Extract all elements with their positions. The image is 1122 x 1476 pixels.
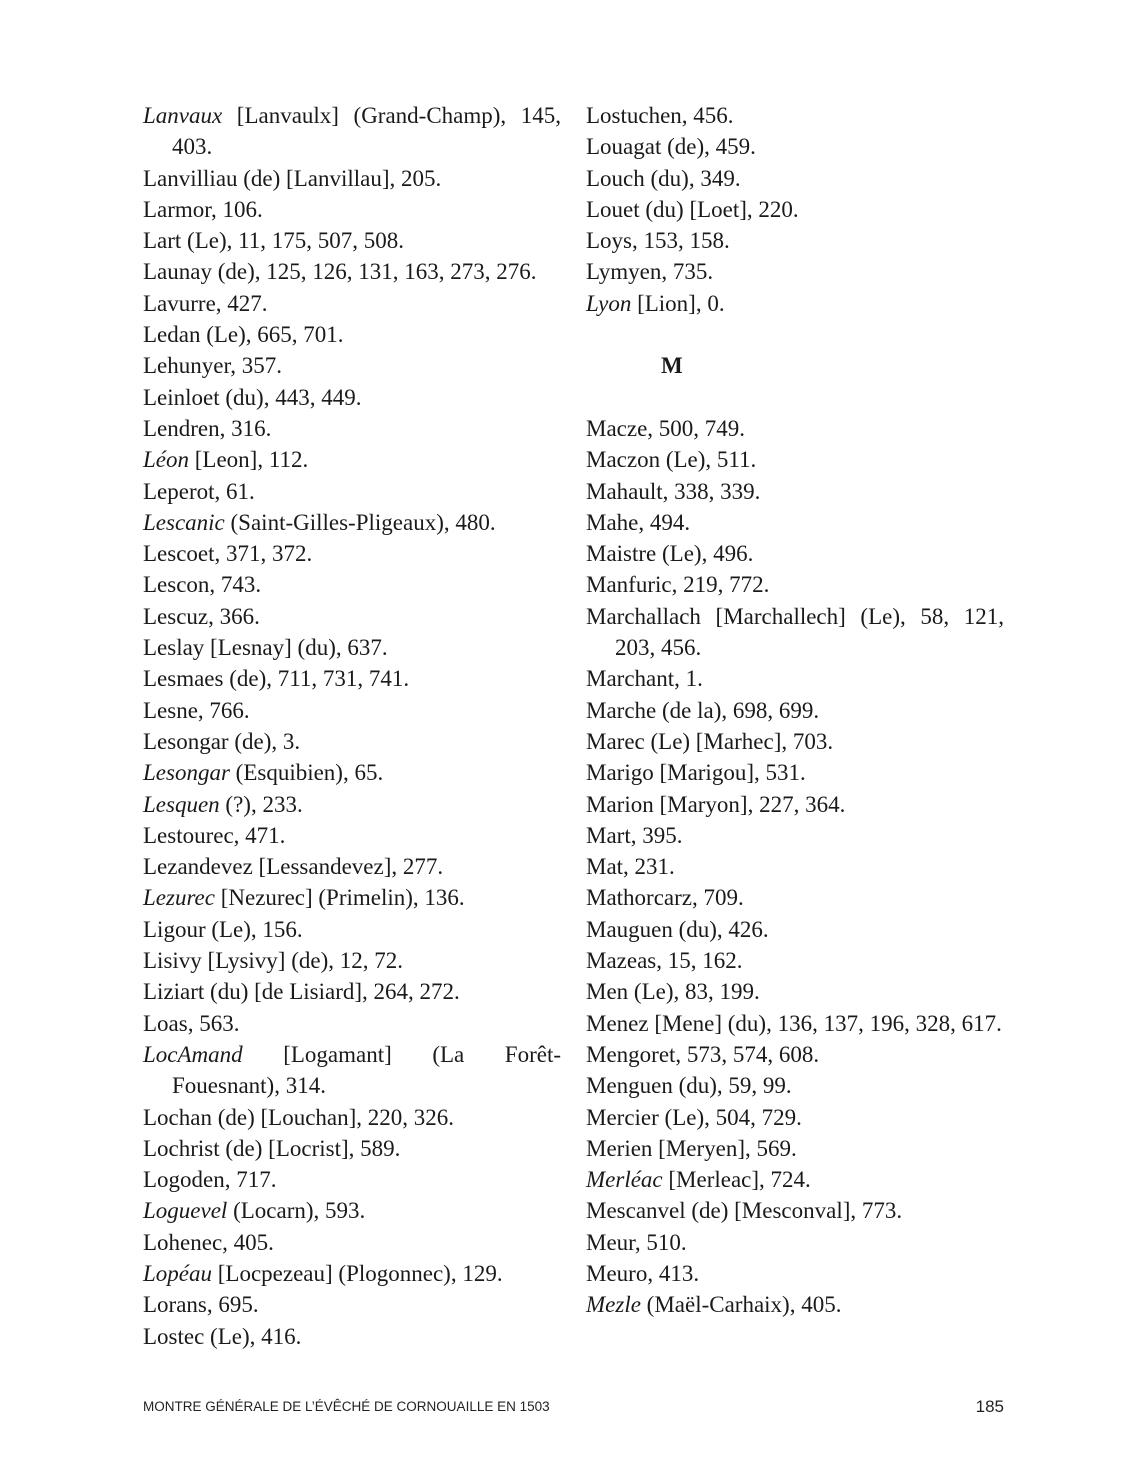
entry-text: Meuro, 413. [586, 1260, 700, 1286]
index-entry [143, 288, 561, 319]
index-entry [143, 100, 561, 163]
index-entry [586, 131, 1004, 162]
entry-text: Lisivy [Lysivy] (de), 12, 72. [143, 948, 403, 974]
entry-text: Logoden, 717. [143, 1167, 277, 1193]
entry-text: Lestourec, 471. [143, 822, 286, 848]
entry-text: Mercier (Le), 504, 729. [586, 1104, 802, 1130]
entries-m [586, 413, 1004, 1321]
index-entry [143, 382, 561, 413]
entry-text: Loas, 563. [143, 1010, 240, 1036]
entry-text: Louch (du), 349. [586, 165, 741, 191]
entry-text: Lostuchen, 456. [586, 103, 734, 128]
index-entry [586, 851, 1004, 882]
entry-text: Lart (Le), 11, 175, 507, 508. [143, 228, 405, 254]
index-entry [143, 1258, 561, 1289]
entry-text: [Logamant] (La Forêt-Fouesnant), 314. [172, 1041, 561, 1099]
index-entry [143, 789, 561, 820]
index-entry [586, 663, 1004, 694]
entry-text: Merien [Meryen], 569. [586, 1135, 797, 1161]
index-entry [143, 695, 561, 726]
index-entry [143, 1164, 561, 1195]
entry-text: Mahe, 494. [586, 509, 691, 535]
entry-text: Lavurre, 427. [143, 290, 268, 316]
entry-text: Marche (de la), 698, 699. [586, 697, 820, 723]
entry-place-name: Merléac [586, 1167, 663, 1193]
index-entry [586, 820, 1004, 851]
entry-text: [Leon], 112. [189, 447, 309, 473]
entry-text: Mazeas, 15, 162. [586, 948, 743, 974]
index-entry [143, 914, 561, 945]
entry-text: Menguen (du), 59, 99. [586, 1073, 792, 1099]
entry-text: Men (Le), 83, 199. [586, 979, 760, 1005]
entry-text: (Saint-Gilles-Pligeaux), 480. [224, 509, 496, 535]
index-entry [586, 444, 1004, 475]
index-entry [143, 976, 561, 1007]
entry-text: Macze, 500, 749. [586, 415, 746, 441]
index-entry [586, 976, 1004, 1007]
entry-place-name: Lyon [586, 290, 632, 316]
entry-text: Lescon, 743. [143, 572, 262, 598]
index-entry [586, 1008, 1004, 1039]
entry-text: Lorans, 695. [143, 1292, 259, 1318]
entry-text: Mathorcarz, 709. [586, 885, 744, 911]
index-entry [143, 601, 561, 632]
index-entry [586, 1070, 1004, 1101]
entry-text: Lohenec, 405. [143, 1229, 274, 1255]
entry-text: Lostec (Le), 416. [143, 1323, 302, 1349]
entry-text: Leinloet (du), 443, 449. [143, 384, 362, 410]
index-entry [143, 350, 561, 381]
index-entry [143, 225, 561, 256]
index-entry [586, 194, 1004, 225]
entry-place-name: Lesquen [143, 791, 220, 817]
index-entry [586, 163, 1004, 194]
entry-text: Mahault, 338, 339. [586, 478, 761, 504]
index-entry [586, 476, 1004, 507]
entry-text: Manfuric, 219, 772. [586, 572, 770, 598]
index-entry [143, 444, 561, 475]
entry-text: Menez [Mene] (du), 136, 137, 196, 328, 617. [586, 1010, 1002, 1036]
index-entry [586, 1133, 1004, 1164]
entry-text: Marion [Maryon], 227, 364. [586, 791, 846, 817]
entry-text: [Lion], 0. [631, 290, 725, 316]
index-entry [586, 1258, 1004, 1289]
index-entry [143, 1227, 561, 1258]
index-entry [143, 757, 561, 788]
index-entry [143, 1102, 561, 1133]
entry-text: (?), 233. [219, 791, 303, 817]
index-entry [586, 100, 1004, 131]
entry-text: Lezandevez [Lessandevez], 277. [143, 854, 444, 880]
index-entry [143, 538, 561, 569]
index-entry [143, 1195, 561, 1226]
entry-text: Mat, 231. [586, 854, 675, 880]
index-entry [586, 256, 1004, 287]
index-entry [143, 569, 561, 600]
index-entry [586, 1164, 1004, 1195]
index-entry [143, 1289, 561, 1320]
entry-text: [Merleac], 724. [662, 1167, 811, 1193]
index-entry [586, 288, 1004, 319]
entries-l-continued [586, 100, 1004, 319]
index-entry [143, 319, 561, 350]
entry-text: Marchallach [Marchallech] (Le), 58, 121, 203, 456. [586, 603, 1004, 661]
entry-text: Liziart (du) [de Lisiard], 264, 272. [143, 979, 460, 1005]
entry-text: Lymyen, 735. [586, 259, 714, 285]
entry-text: Lendren, 316. [143, 415, 272, 441]
entry-text: Leslay [Lesnay] (du), 637. [143, 635, 388, 661]
entry-text: Maczon (Le), 511. [586, 447, 757, 473]
index-entry [586, 914, 1004, 945]
entry-text: Leperot, 61. [143, 478, 255, 504]
entry-text: Lescoet, 371, 372. [143, 541, 313, 567]
page-number: 185 [975, 1397, 1004, 1416]
running-title: MONTRE GÉNÉRALE DE L’ÉVÊCHÉ DE CORNOUAILLE EN 1503 [143, 1399, 550, 1414]
entry-text: Maistre (Le), 496. [586, 541, 754, 567]
entry-place-name: Léon [143, 447, 189, 473]
entry-text: Loys, 153, 158. [586, 228, 730, 254]
entry-text: [Lanvaulx] (Grand-Champ), 145, 403. [172, 103, 561, 160]
index-entry [143, 256, 561, 287]
index-entry [586, 569, 1004, 600]
entry-place-name: Loguevel [143, 1198, 228, 1224]
entry-text: Meur, 510. [586, 1229, 687, 1255]
index-entry [143, 1039, 561, 1102]
index-entry [586, 945, 1004, 976]
entry-text: Lochan (de) [Louchan], 220, 326. [143, 1104, 455, 1130]
entry-place-name: Lopéau [143, 1260, 212, 1286]
entry-text: Lesne, 766. [143, 697, 250, 723]
index-column-left [143, 100, 561, 1352]
entry-text: [Locpezeau] (Plogonnec), 129. [212, 1260, 503, 1286]
index-column-right [586, 100, 1004, 1321]
index-entry [586, 882, 1004, 913]
entry-place-name: Lanvaux [143, 103, 223, 128]
entry-place-name: LocAmand [143, 1041, 243, 1067]
entry-text: Lescuz, 366. [143, 603, 260, 629]
entry-text: (Maël-Carhaix), 405. [640, 1292, 842, 1318]
entry-text: Larmor, 106. [143, 196, 263, 222]
index-entry [143, 820, 561, 851]
index-entry [143, 726, 561, 757]
entry-text: Marchant, 1. [586, 666, 703, 692]
index-entry [586, 601, 1004, 664]
index-entry [143, 1321, 561, 1352]
entry-text: Lochrist (de) [Locrist], 589. [143, 1135, 401, 1161]
index-entry [143, 1133, 561, 1164]
index-entry [143, 1008, 561, 1039]
index-entry [586, 757, 1004, 788]
entry-text: Louet (du) [Loet], 220. [586, 196, 799, 222]
entry-text: Lesongar (de), 3. [143, 728, 301, 754]
entry-text: Lesmaes (de), 711, 731, 741. [143, 666, 410, 692]
entry-text: (Locarn), 593. [227, 1198, 366, 1224]
index-entry [143, 945, 561, 976]
index-entry [143, 882, 561, 913]
index-entry [143, 163, 561, 194]
index-entry [143, 632, 561, 663]
index-entry [143, 507, 561, 538]
entry-text: Mengoret, 573, 574, 608. [586, 1041, 820, 1067]
entry-text: Mescanvel (de) [Mesconval], 773. [586, 1198, 903, 1224]
entry-text: Ligour (Le), 156. [143, 916, 303, 942]
entry-text: Louagat (de), 459. [586, 134, 756, 160]
entry-text: Mart, 395. [586, 822, 683, 848]
index-entry [586, 1102, 1004, 1133]
entry-place-name: Mezle [586, 1292, 641, 1318]
index-entry [586, 695, 1004, 726]
entry-text: Lehunyer, 357. [143, 353, 282, 379]
index-entry [143, 476, 561, 507]
index-entry [586, 1195, 1004, 1226]
index-entry [586, 789, 1004, 820]
entry-text: Mauguen (du), 426. [586, 916, 769, 942]
entry-text: Lanvilliau (de) [Lanvillau], 205. [143, 165, 442, 191]
index-entry [143, 663, 561, 694]
index-entry [586, 1039, 1004, 1070]
index-entry [586, 1227, 1004, 1258]
index-entry [586, 726, 1004, 757]
entry-text: [Nezurec] (Primelin), 136. [214, 885, 465, 911]
index-entry [143, 851, 561, 882]
index-entry [143, 194, 561, 225]
index-entry [586, 538, 1004, 569]
index-entry [586, 507, 1004, 538]
entry-text: Ledan (Le), 665, 701. [143, 322, 344, 348]
section-letter-heading: M [661, 353, 683, 379]
entry-text: Launay (de), 125, 126, 131, 163, 273, 276. [143, 259, 537, 285]
entry-text: Marec (Le) [Marhec], 703. [586, 728, 834, 754]
index-entry [586, 225, 1004, 256]
index-entry [586, 413, 1004, 444]
entry-place-name: Lescanic [143, 509, 225, 535]
entry-place-name: Lezurec [143, 885, 215, 911]
entry-place-name: Lesongar [143, 760, 230, 786]
index-entry [586, 1289, 1004, 1320]
entry-text: Marigo [Marigou], 531. [586, 760, 806, 786]
entry-text: (Esquibien), 65. [229, 760, 384, 786]
index-entry [143, 413, 561, 444]
